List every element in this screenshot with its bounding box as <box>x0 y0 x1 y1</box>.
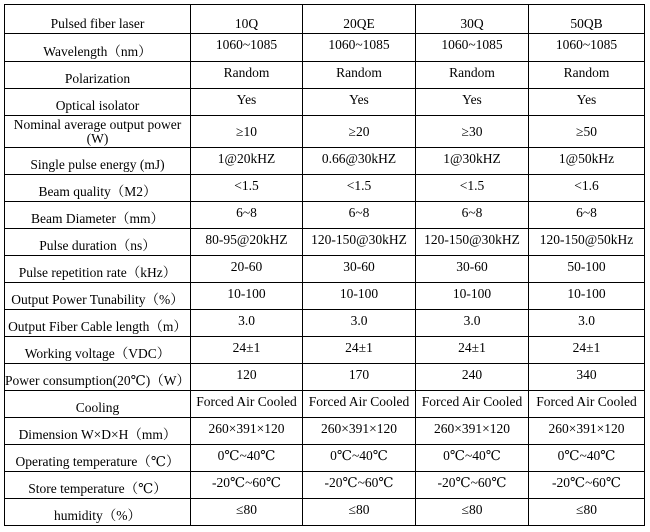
row-label: Dimension W×D×H（mm） <box>5 418 191 445</box>
row-label: Pulse repetition rate（kHz） <box>5 256 191 283</box>
row-label: Polarization <box>5 62 191 89</box>
row-value: Yes <box>191 89 303 116</box>
header-cell: 30Q <box>416 5 529 34</box>
row-value: 10-100 <box>191 283 303 310</box>
row-value: 120 <box>191 364 303 391</box>
row-value: 0℃~40℃ <box>416 445 529 472</box>
row-label: Beam Diameter（mm） <box>5 202 191 229</box>
row-label: Output Fiber Cable length（m） <box>5 310 191 337</box>
row-label: Pulse duration（ns） <box>5 229 191 256</box>
row-value: -20℃~60℃ <box>191 472 303 499</box>
row-value: 3.0 <box>191 310 303 337</box>
row-label: Optical isolator <box>5 89 191 116</box>
row-value: 120-150@50kHz <box>529 229 645 256</box>
row-value: 10-100 <box>416 283 529 310</box>
row-value: 0℃~40℃ <box>303 445 416 472</box>
row-value: ≤80 <box>416 499 529 526</box>
header-cell: Pulsed fiber laser <box>5 5 191 34</box>
row-label: Power consumption(20℃)（W） <box>5 364 191 391</box>
row-value: -20℃~60℃ <box>529 472 645 499</box>
row-value: ≥30 <box>416 116 529 148</box>
table-row <box>5 337 645 364</box>
row-value: 10-100 <box>303 283 416 310</box>
row-value: 24±1 <box>416 337 529 364</box>
row-value: 1@20kHZ <box>191 148 303 175</box>
row-value: 6~8 <box>191 202 303 229</box>
row-value: 24±1 <box>303 337 416 364</box>
row-label: humidity（%） <box>5 499 191 526</box>
header-cell: 50QB <box>529 5 645 34</box>
row-value: 3.0 <box>416 310 529 337</box>
row-value: <1.5 <box>303 175 416 202</box>
row-value: 260×391×120 <box>191 418 303 445</box>
table-row <box>5 445 645 472</box>
row-value: Forced Air Cooled <box>529 391 645 418</box>
row-value: 260×391×120 <box>416 418 529 445</box>
row-label: Working voltage（VDC） <box>5 337 191 364</box>
row-value: ≤80 <box>191 499 303 526</box>
row-value: 260×391×120 <box>529 418 645 445</box>
spec-table <box>4 4 645 526</box>
row-value: ≥10 <box>191 116 303 148</box>
row-value: ≤80 <box>303 499 416 526</box>
row-value: 10-100 <box>529 283 645 310</box>
table-row <box>5 499 645 526</box>
row-value: 50-100 <box>529 256 645 283</box>
row-value: 0℃~40℃ <box>191 445 303 472</box>
table-row <box>5 89 645 116</box>
table-row <box>5 310 645 337</box>
row-value: 1060~1085 <box>191 34 303 62</box>
row-value: Yes <box>529 89 645 116</box>
row-value: 3.0 <box>303 310 416 337</box>
table-row <box>5 364 645 391</box>
row-value: Random <box>529 62 645 89</box>
row-label: Single pulse energy (mJ) <box>5 148 191 175</box>
spec-table-body <box>5 5 645 526</box>
row-value: 6~8 <box>303 202 416 229</box>
table-row <box>5 116 645 148</box>
table-header-row <box>5 5 645 34</box>
row-value: 24±1 <box>529 337 645 364</box>
row-label: Operating temperature（℃） <box>5 445 191 472</box>
row-value: <1.5 <box>416 175 529 202</box>
row-value: 260×391×120 <box>303 418 416 445</box>
row-value: 1@30kHZ <box>416 148 529 175</box>
table-row <box>5 418 645 445</box>
table-row <box>5 34 645 62</box>
row-value: ≥20 <box>303 116 416 148</box>
row-value: <1.6 <box>529 175 645 202</box>
table-row <box>5 229 645 256</box>
row-value: Forced Air Cooled <box>303 391 416 418</box>
row-value: 0.66@30kHZ <box>303 148 416 175</box>
row-value: -20℃~60℃ <box>303 472 416 499</box>
row-value: 120-150@30kHZ <box>303 229 416 256</box>
row-value: 6~8 <box>529 202 645 229</box>
row-value: Yes <box>303 89 416 116</box>
row-value: 1@50kHz <box>529 148 645 175</box>
row-value: 20-60 <box>191 256 303 283</box>
row-value: 30-60 <box>303 256 416 283</box>
row-value: 340 <box>529 364 645 391</box>
row-value: 1060~1085 <box>416 34 529 62</box>
row-value: Forced Air Cooled <box>191 391 303 418</box>
table-row <box>5 202 645 229</box>
row-label: Wavelength（nm） <box>5 34 191 62</box>
table-row <box>5 175 645 202</box>
row-value: <1.5 <box>191 175 303 202</box>
row-label: Store temperature（℃） <box>5 472 191 499</box>
header-cell: 10Q <box>191 5 303 34</box>
row-value: -20℃~60℃ <box>416 472 529 499</box>
row-value: Random <box>191 62 303 89</box>
table-row <box>5 256 645 283</box>
row-value: 80-95@20kHZ <box>191 229 303 256</box>
row-value: 30-60 <box>416 256 529 283</box>
row-label: Output Power Tunability（%） <box>5 283 191 310</box>
row-value: Forced Air Cooled <box>416 391 529 418</box>
row-value: ≤80 <box>529 499 645 526</box>
row-value: 120-150@30kHZ <box>416 229 529 256</box>
row-value: 1060~1085 <box>529 34 645 62</box>
row-value: ≥50 <box>529 116 645 148</box>
table-row <box>5 148 645 175</box>
table-row <box>5 472 645 499</box>
row-value: Random <box>416 62 529 89</box>
row-value: 3.0 <box>529 310 645 337</box>
table-row <box>5 283 645 310</box>
row-label: Nominal average output power (W) <box>5 116 191 148</box>
row-value: 1060~1085 <box>303 34 416 62</box>
header-cell: 20QE <box>303 5 416 34</box>
row-label: Cooling <box>5 391 191 418</box>
row-value: Random <box>303 62 416 89</box>
row-value: 170 <box>303 364 416 391</box>
table-row <box>5 62 645 89</box>
row-value: 6~8 <box>416 202 529 229</box>
table-row <box>5 391 645 418</box>
row-label: Beam quality（M2） <box>5 175 191 202</box>
row-value: 0℃~40℃ <box>529 445 645 472</box>
row-value: 24±1 <box>191 337 303 364</box>
row-value: Yes <box>416 89 529 116</box>
row-value: 240 <box>416 364 529 391</box>
